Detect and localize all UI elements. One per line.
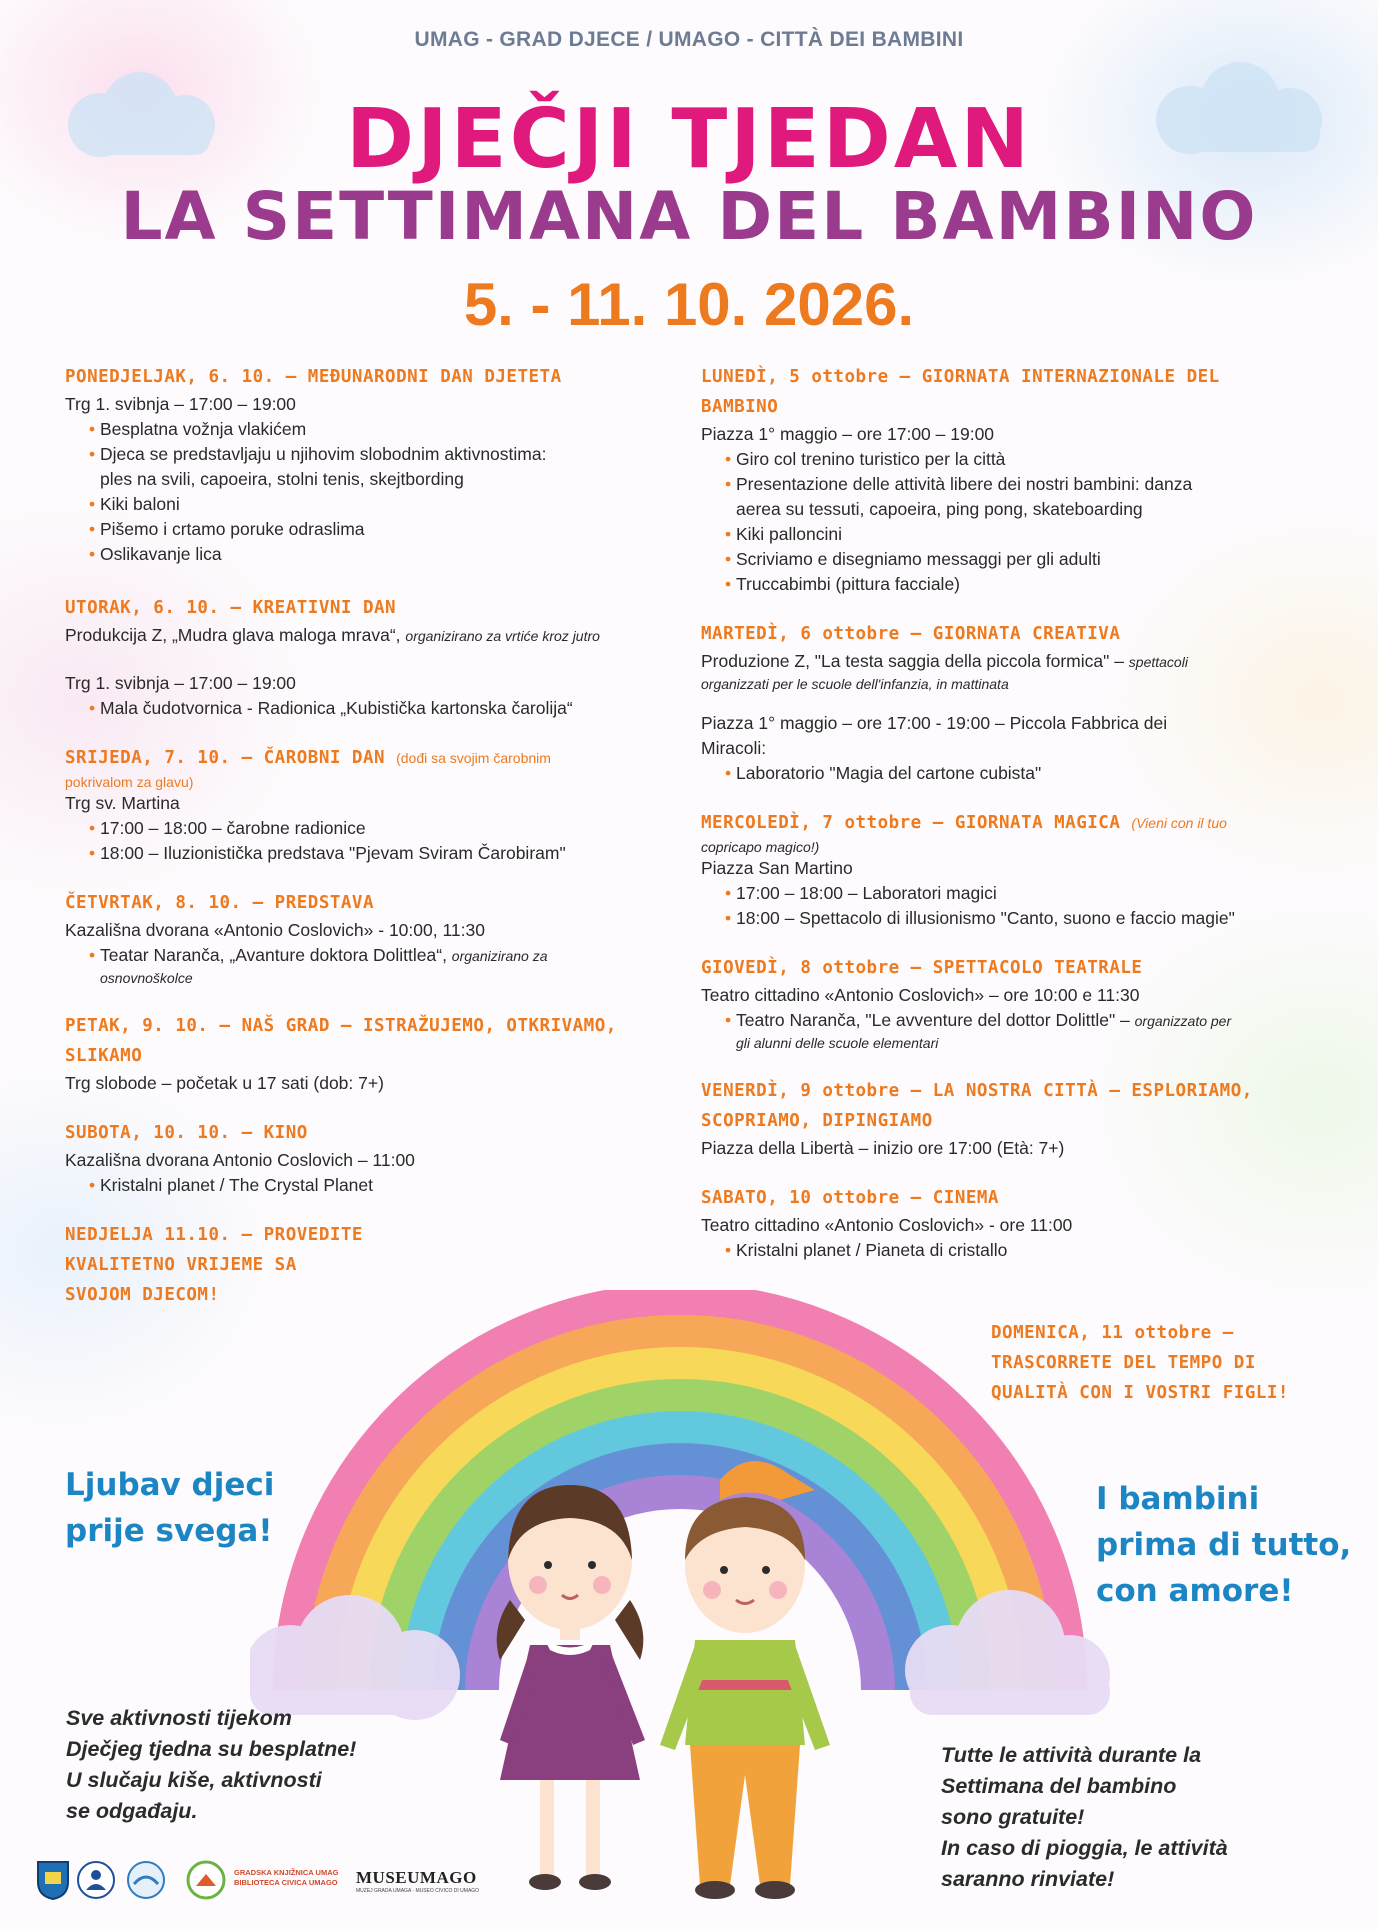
venue: Kazališna dvorana Antonio Coslovich – 11:00 <box>65 1150 415 1170</box>
list-item: Teatar Naranča, „Avanture doktora Dolittlea“, <box>100 945 452 965</box>
day-wednesday-it <box>701 808 1321 931</box>
closing-note-italian <box>941 1740 1228 1895</box>
library-name-it: BIBLIOTECA CIVICA UMAGO <box>234 1878 338 1887</box>
closing-line: Settimana del bambino <box>941 1774 1177 1798</box>
day-heading: MARTEDÌ, 6 ottobre – GIORNATA CREATIVA <box>701 624 1121 644</box>
event-note: organizirano za vrtiće kroz jutro <box>405 628 600 644</box>
festival-logo-icon <box>126 1860 166 1900</box>
event-dates: 5. - 11. 10. 2026. <box>463 271 915 338</box>
venue: Teatro cittadino «Antonio Coslovich» - ore 11:00 <box>701 1215 1073 1235</box>
city-of-children-icon <box>76 1860 116 1900</box>
title-italian: LA SETTIMANA DEL BAMBINO <box>120 178 1258 255</box>
program-croatian <box>65 362 685 1310</box>
slogan-line: Ljubav djeci <box>65 1467 275 1503</box>
day-thursday-hr <box>65 888 685 987</box>
day-heading: SCOPRIAMO, DIPINGIAMO <box>701 1111 933 1131</box>
boy-illustration <box>640 1445 850 1915</box>
day-heading: PETAK, 9. 10. – NAŠ GRAD – ISTRAŽUJEMO, OTKRIVAMO, <box>65 1016 617 1036</box>
list-item: • Kristalni planet / Pianeta di cristallo <box>736 1238 1321 1263</box>
title-croatian: DJEČJI TJEDAN <box>346 92 1032 187</box>
list-item: ples na svili, capoeira, stolni tenis, skejtbording <box>100 469 464 489</box>
slogan-line: I bambini <box>1096 1481 1260 1517</box>
event-note: osnovnoškolce <box>100 970 193 986</box>
list-item: • Laboratorio "Magia del cartone cubista" <box>736 761 1321 786</box>
day-monday-hr <box>65 362 685 567</box>
list-item: • Giro col trenino turistico per la città <box>736 447 1321 472</box>
closing-line: se odgađaju. <box>66 1799 198 1823</box>
day-heading: SRIJEDA, 7. 10. – ČAROBNI DAN <box>65 748 386 768</box>
list-item: • Mala čudotvornica - Radionica „Kubistička kartonska čarolija“ <box>100 696 685 721</box>
closing-line: Sve aktivnosti tijekom <box>66 1706 292 1730</box>
day-heading: DOMENICA, 11 ottobre – <box>991 1323 1234 1343</box>
day-tuesday-hr <box>65 593 685 721</box>
venue: Kazališna dvorana «Antonio Coslovich» - 10:00, 11:30 <box>65 920 485 940</box>
day-saturday-hr <box>65 1118 685 1198</box>
day-heading: GIOVEDÌ, 8 ottobre – SPETTACOLO TEATRALE <box>701 958 1143 978</box>
day-heading: ČETVRTAK, 8. 10. – PREDSTAVA <box>65 893 375 913</box>
slogan-line: con amore! <box>1096 1573 1294 1609</box>
event-note: spettacoli <box>1128 654 1188 670</box>
closing-line: sono gratuite! <box>941 1805 1085 1829</box>
venue: Miracoli: <box>701 738 767 758</box>
day-heading: NEDJELJA 11.10. – PROVEDITE <box>65 1225 363 1245</box>
day-heading: QUALITÀ CON I VOSTRI FIGLI! <box>991 1383 1289 1403</box>
list-item: • Kiki baloni <box>100 492 685 517</box>
venue: Trg 1. svibnja – 17:00 – 19:00 <box>65 394 296 414</box>
closing-line: Dječjeg tjedna su besplatne! <box>66 1737 357 1761</box>
day-heading: LUNEDÌ, 5 ottobre – GIORNATA INTERNAZIONALE DEL <box>701 367 1220 387</box>
list-item: • Scriviamo e disegniamo messaggi per gli adulti <box>736 547 1321 572</box>
list-item: • Presentazione delle attività libere dei nostri bambini: danza <box>736 472 1321 497</box>
day-wednesday-hr <box>65 743 685 866</box>
day-heading: BAMBINO <box>701 397 779 417</box>
venue: Piazza San Martino <box>701 858 853 878</box>
venue: Piazza 1° maggio – ore 17:00 – 19:00 <box>701 424 995 444</box>
header-subtitle: UMAG - GRAD DJECE / UMAGO - CITTÀ DEI BAMBINI <box>414 28 964 51</box>
cloud-icon <box>40 70 240 160</box>
slogan-italian <box>1096 1476 1351 1614</box>
day-heading: SLIKAMO <box>65 1046 143 1066</box>
event-note: organizzato per <box>1134 1013 1232 1029</box>
list-item: • 18:00 – Spettacolo di illusionismo "Canto, suono e faccio magie" <box>736 906 1321 931</box>
slogan-line: prima di tutto, <box>1096 1527 1352 1563</box>
list-item: • Djeca se predstavljaju u njihovim slobodnim aktivnostima: <box>100 442 685 467</box>
day-heading: KVALITETNO VRIJEME SA <box>65 1255 297 1275</box>
day-heading: UTORAK, 6. 10. – KREATIVNI DAN <box>65 598 397 618</box>
event-note: gli alunni delle scuole elementari <box>736 1035 939 1051</box>
venue: Piazza della Libertà – inizio ore 17:00 (Età: 7+) <box>701 1138 1065 1158</box>
day-heading: MERCOLEDÌ, 7 ottobre – GIORNATA MAGICA <box>701 813 1121 833</box>
day-thursday-it <box>701 953 1321 1052</box>
day-note: (dođi sa svojim čarobnim <box>396 750 551 766</box>
list-item: • 17:00 – 18:00 – Laboratori magici <box>736 881 1321 906</box>
list-item: • Besplatna vožnja vlakićem <box>100 417 685 442</box>
list-item: Teatro Naranča, "Le avventure del dottor Dolittle" – <box>736 1010 1135 1030</box>
day-heading: SUBOTA, 10. 10. – KINO <box>65 1123 308 1143</box>
list-item: • 17:00 – 18:00 – čarobne radionice <box>100 816 685 841</box>
library-name-hr: GRADSKA KNJIŽNICA UMAG <box>234 1868 339 1877</box>
day-note: copricapo magico!) <box>701 839 820 855</box>
event-line: Produzione Z, "La testa saggia della piccola formica" – <box>701 651 1129 671</box>
venue: Trg slobode – početak u 17 sati (dob: 7+) <box>65 1073 384 1093</box>
event-note: organizzati per le scuole dell'infanzia, in mattinata <box>701 676 1009 692</box>
day-friday-it <box>701 1076 1321 1161</box>
list-item: aerea su tessuti, capoeira, ping pong, skateboarding <box>736 499 1143 519</box>
venue: Teatro cittadino «Antonio Coslovich» – ore 10:00 e 11:30 <box>701 985 1140 1005</box>
event-note: organizirano za <box>451 948 548 964</box>
closing-line: Tutte le attività durante la <box>941 1743 1202 1767</box>
list-item: • Oslikavanje lica <box>100 542 685 567</box>
day-note: (Vieni con il tuo <box>1131 815 1227 831</box>
day-heading: VENERDÌ, 9 ottobre – LA NOSTRA CITTÀ – ESPLORIAMO, <box>701 1081 1253 1101</box>
list-item: • Kiki palloncini <box>736 522 1321 547</box>
umag-coat-of-arms-icon <box>36 1860 70 1900</box>
day-friday-hr <box>65 1011 685 1096</box>
venue: Trg 1. svibnja – 17:00 – 19:00 <box>65 673 296 693</box>
list-item: • 18:00 – Iluzionistička predstava "Pjevam Sviram Čarobiram" <box>100 841 685 866</box>
closing-line: saranno rinviate! <box>941 1867 1115 1891</box>
day-tuesday-it <box>701 619 1321 786</box>
closing-line: In caso di pioggia, le attività <box>941 1836 1228 1860</box>
list-item: • Truccabimbi (pittura facciale) <box>736 572 1321 597</box>
closing-line: U slučaju kiše, aktivnosti <box>66 1768 322 1792</box>
museum-subtitle: MUZEJ GRADA UMAGA · MUSEO CIVICO DI UMAGO <box>356 1888 480 1894</box>
closing-note-croatian <box>66 1703 356 1827</box>
program-italian <box>701 362 1321 1263</box>
day-heading: SABATO, 10 ottobre – CINEMA <box>701 1188 999 1208</box>
day-heading: SVOJOM DJECOM! <box>65 1285 220 1305</box>
library-logo-text <box>234 1868 338 1888</box>
cloud-icon <box>1130 60 1350 160</box>
day-note: pokrivalom za glavu) <box>65 774 194 790</box>
list-item: • Kristalni planet / The Crystal Planet <box>100 1173 685 1198</box>
day-monday-it <box>701 362 1321 597</box>
list-item: • Pišemo i crtamo poruke odraslima <box>100 517 685 542</box>
venue: Trg sv. Martina <box>65 793 180 813</box>
venue: Piazza 1° maggio – ore 17:00 - 19:00 – Piccola Fabbrica dei <box>701 713 1168 733</box>
slogan-line: prije svega! <box>65 1513 273 1549</box>
day-heading: PONEDJELJAK, 6. 10. – MEĐUNARODNI DAN DJETETA <box>65 367 562 387</box>
museum-logo <box>356 1868 479 1894</box>
day-heading: TRASCORRETE DEL TEMPO DI <box>991 1353 1256 1373</box>
slogan-croatian <box>65 1462 274 1554</box>
museum-name: MUSEUMAGO <box>356 1868 477 1887</box>
day-saturday-it <box>701 1183 1321 1263</box>
event-line: Produkcija Z, „Mudra glava maloga mrava“, <box>65 625 406 645</box>
library-logo-icon <box>184 1860 230 1900</box>
